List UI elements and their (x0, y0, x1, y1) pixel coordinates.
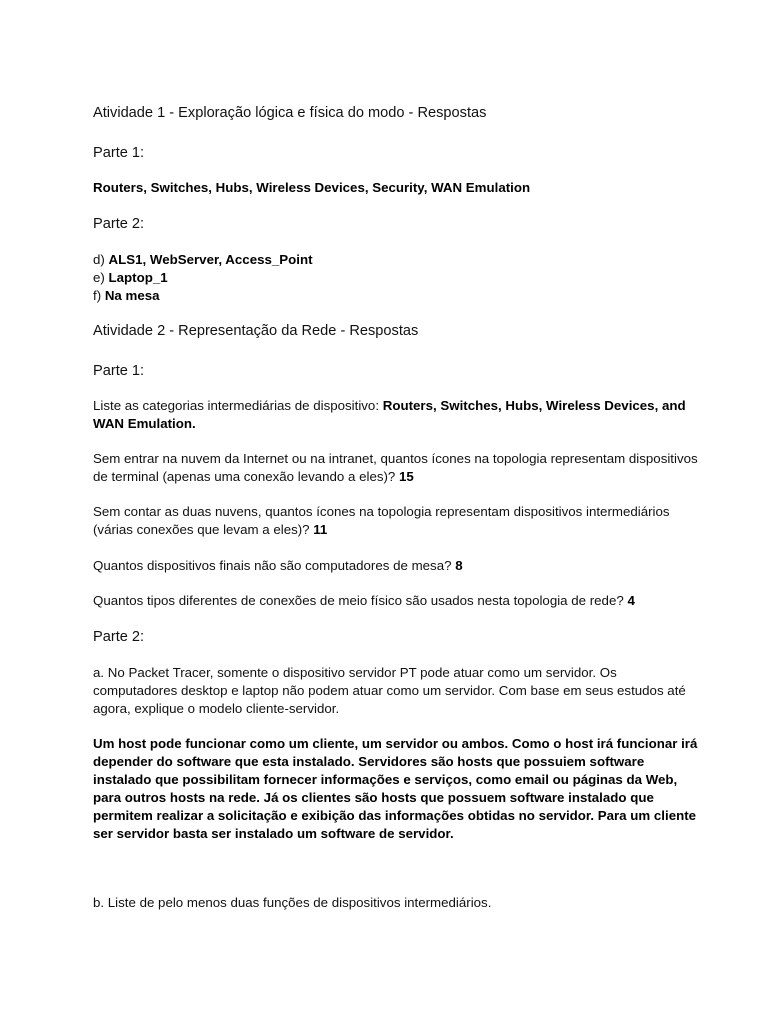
list-item-answer: ALS1, WebServer, Access_Point (108, 252, 313, 267)
list-item (93, 269, 698, 287)
question-answer: 11 (313, 522, 328, 537)
list-item (93, 251, 698, 269)
question-a-answer (93, 735, 698, 843)
question-text: Quantos tipos diferentes de conexões de meio físico são usados nesta topologia de rede? (93, 593, 628, 608)
question-answer: Routers, Switches, Hubs, Wireless Devices, and WAN Emulation. (93, 398, 686, 431)
question-5 (93, 592, 698, 610)
question-answer: 15 (399, 469, 414, 484)
list-item (93, 287, 698, 305)
atividade1-parte2-heading: Parte 2: (93, 216, 145, 232)
atividade1-parte1-heading: Parte 1: (93, 145, 145, 161)
question-4 (93, 557, 698, 575)
question-text: Quantos dispositivos finais não são computadores de mesa? (93, 558, 456, 573)
atividade1-parte2-list (93, 251, 698, 305)
question-text: Sem contar as duas nuvens, quantos ícones na topologia representam dispositivos intermediários (várias conexões que levam a eles)? (93, 504, 670, 537)
list-item-answer: Laptop_1 (108, 270, 168, 285)
question-answer: 8 (455, 558, 463, 573)
list-item-prefix: f) (93, 288, 105, 303)
question-answer: 4 (627, 593, 635, 608)
atividade2-title: Atividade 2 - Representação da Rede - Respostas (93, 323, 419, 339)
question-b-text: b. Liste de pelo menos duas funções de dispositivos intermediários. (93, 895, 492, 910)
question-a-text: a. No Packet Tracer, somente o dispositivo servidor PT pode atuar como um servidor. Os computadores desktop e laptop não podem atuar como um servidor. Com base em seus estudos até agora, explique o modelo cliente-servidor. (93, 665, 686, 716)
question-text: Liste as categorias intermediárias de dispositivo: (93, 398, 383, 413)
question-2 (93, 450, 698, 486)
question-1 (93, 397, 698, 433)
question-3 (93, 503, 698, 539)
atividade1-title: Atividade 1 - Exploração lógica e física do modo - Respostas (93, 105, 487, 121)
atividade2-parte2-heading: Parte 2: (93, 629, 145, 645)
list-item-prefix: d) (93, 252, 109, 267)
answer-text: Routers, Switches, Hubs, Wireless Devices, Security, WAN Emulation (93, 180, 531, 195)
question-text: Sem entrar na nuvem da Internet ou na intranet, quantos ícones na topologia representam dispositivos de terminal (apenas uma conexão levando a eles)? (93, 451, 698, 484)
answer-text: Um host pode funcionar como um cliente, um servidor ou ambos. Como o host irá funcionar irá depender do software que esta instalado. Servidores são hosts que possuiem software instalado que possibilitam fornecer informações e serviços, como email ou páginas da Web, para outros hosts na rede. Já os clientes são hosts que possuem software instalado que permitem realizar a solicitação e exibição das informações obtidas no servidor. Para um cliente ser servidor basta ser instalado um software de servidor. (93, 736, 698, 841)
atividade1-parte1-answer (93, 179, 698, 197)
atividade2-parte1-heading: Parte 1: (93, 363, 145, 379)
list-item-answer: Na mesa (104, 288, 160, 303)
list-item-prefix: e) (93, 270, 109, 285)
